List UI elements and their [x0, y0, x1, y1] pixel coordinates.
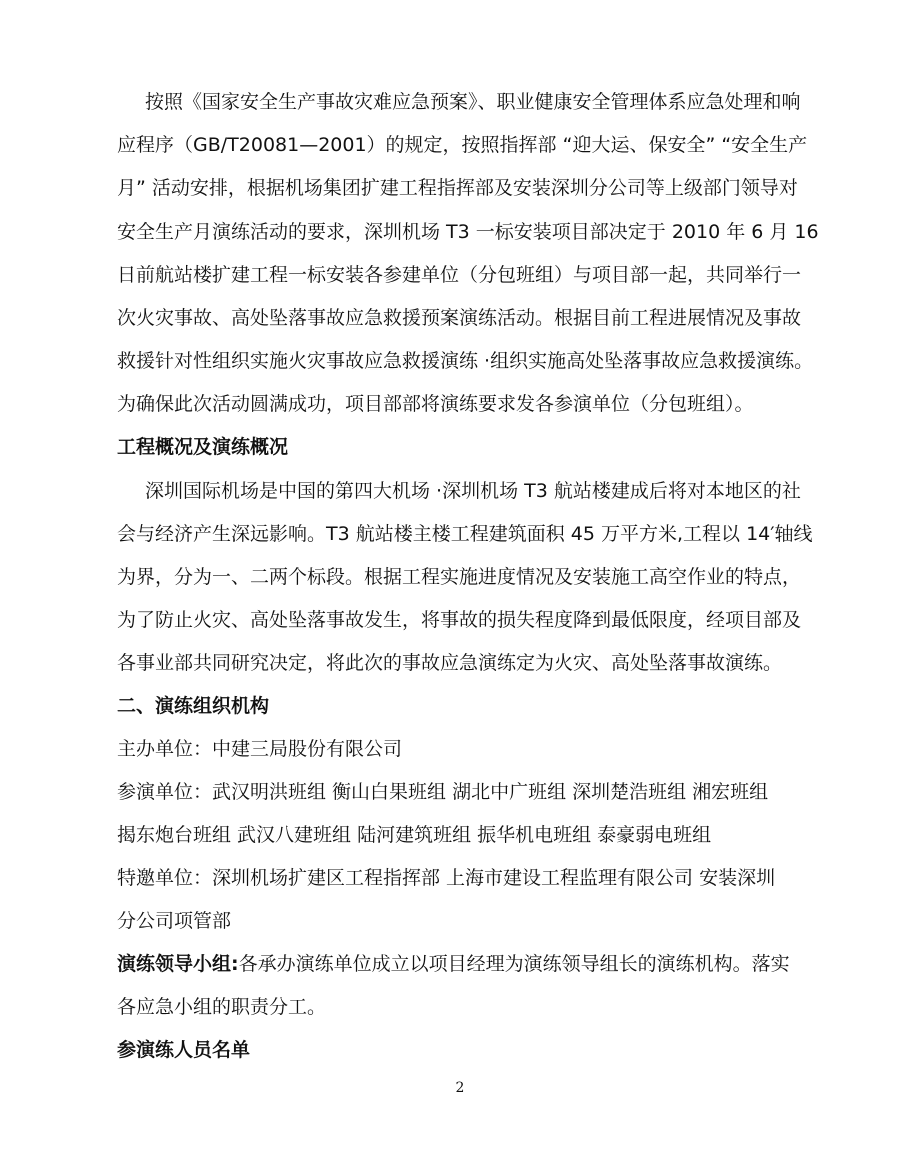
paragraph-2-line-3: 为界，分为一、二两个标段。根据工程实施进度情况及安装施工高空作业的特点，	[117, 566, 802, 588]
paragraph-1-line-8: 为确保此次活动圆满成功，项目部部将演练要求发各参演单位（分包班组）。	[117, 393, 754, 415]
paragraph-2-line-2: 会与经济产生深远影响。T3 航站楼主楼工程建筑面积 45 万平方米,工程以 14′轴线	[117, 523, 813, 545]
paragraph-1-line-7: 救援针对性组织实施火灾事故应急救援演练 ·组织实施高处坠落事故应急救援演练。	[117, 350, 814, 372]
invited-line-1: 特邀单位：深圳机场扩建区工程指挥部 上海市建设工程监理有限公司 安装深圳	[117, 867, 776, 889]
paragraph-1-line-1: 按照《国家安全生产事故灾难应急预案》、职业健康安全管理体系应急处理和响	[145, 91, 801, 113]
leadership-text: 各承办演练单位成立以项目经理为演练领导组长的演练机构。落实	[238, 953, 790, 975]
paragraph-2-line-1: 深圳国际机场是中国的第四大机场 ·深圳机场 T3 航站楼建成后将对本地区的社	[145, 480, 801, 502]
paragraph-1-line-5: 日前航站楼扩建工程一标安装各参建单位（分包班组）与项目部一起，共同举行一	[117, 264, 802, 286]
leadership-line-2: 各应急小组的职责分工。	[117, 996, 327, 1018]
section-heading-personnel: 参演练人员名单	[117, 1039, 251, 1061]
section-heading-organization: 二、演练组织机构	[117, 695, 270, 717]
organizer-line: 主办单位：中建三局股份有限公司	[117, 738, 403, 760]
paragraph-1-line-3: 月” 活动安排，根据机场集团扩建工程指挥部及安装深圳分公司等上级部门领导对	[117, 177, 798, 199]
paragraph-1-line-4: 安全生产月演练活动的要求，深圳机场 T3 一标安装项目部决定于 2010 年 6 月 16	[117, 221, 819, 243]
paragraph-1-line-2: 应程序（GB/T20081—2001）的规定，按照指挥部 “迎大运、保安全” “安全生产	[117, 134, 808, 156]
invited-line-2: 分公司项管部	[117, 910, 232, 932]
section-heading-overview: 工程概况及演练概况	[117, 436, 289, 458]
participants-line-2: 揭东炮台班组 武汉八建班组 陆河建筑班组 振华机电班组 泰豪弱电班组	[117, 824, 712, 846]
page-number: 2	[455, 1080, 465, 1096]
participants-line-1: 参演单位：武汉明洪班组 衡山白果班组 湖北中广班组 深圳楚浩班组 湘宏班组	[117, 781, 769, 803]
leadership-line-1	[117, 952, 790, 976]
paragraph-1-line-6: 次火灾事故、高处坠落事故应急救援预案演练活动。根据目前工程进展情况及事故	[117, 307, 802, 329]
paragraph-2-line-5: 各事业部共同研究决定，将此次的事故应急演练定为火灾、高处坠落事故演练。	[117, 652, 783, 674]
leadership-label: 演练领导小组:	[117, 953, 239, 975]
paragraph-2-line-4: 为了防止火灾、高处坠落事故发生，将事故的损失程度降到最低限度，经项目部及	[117, 609, 802, 631]
